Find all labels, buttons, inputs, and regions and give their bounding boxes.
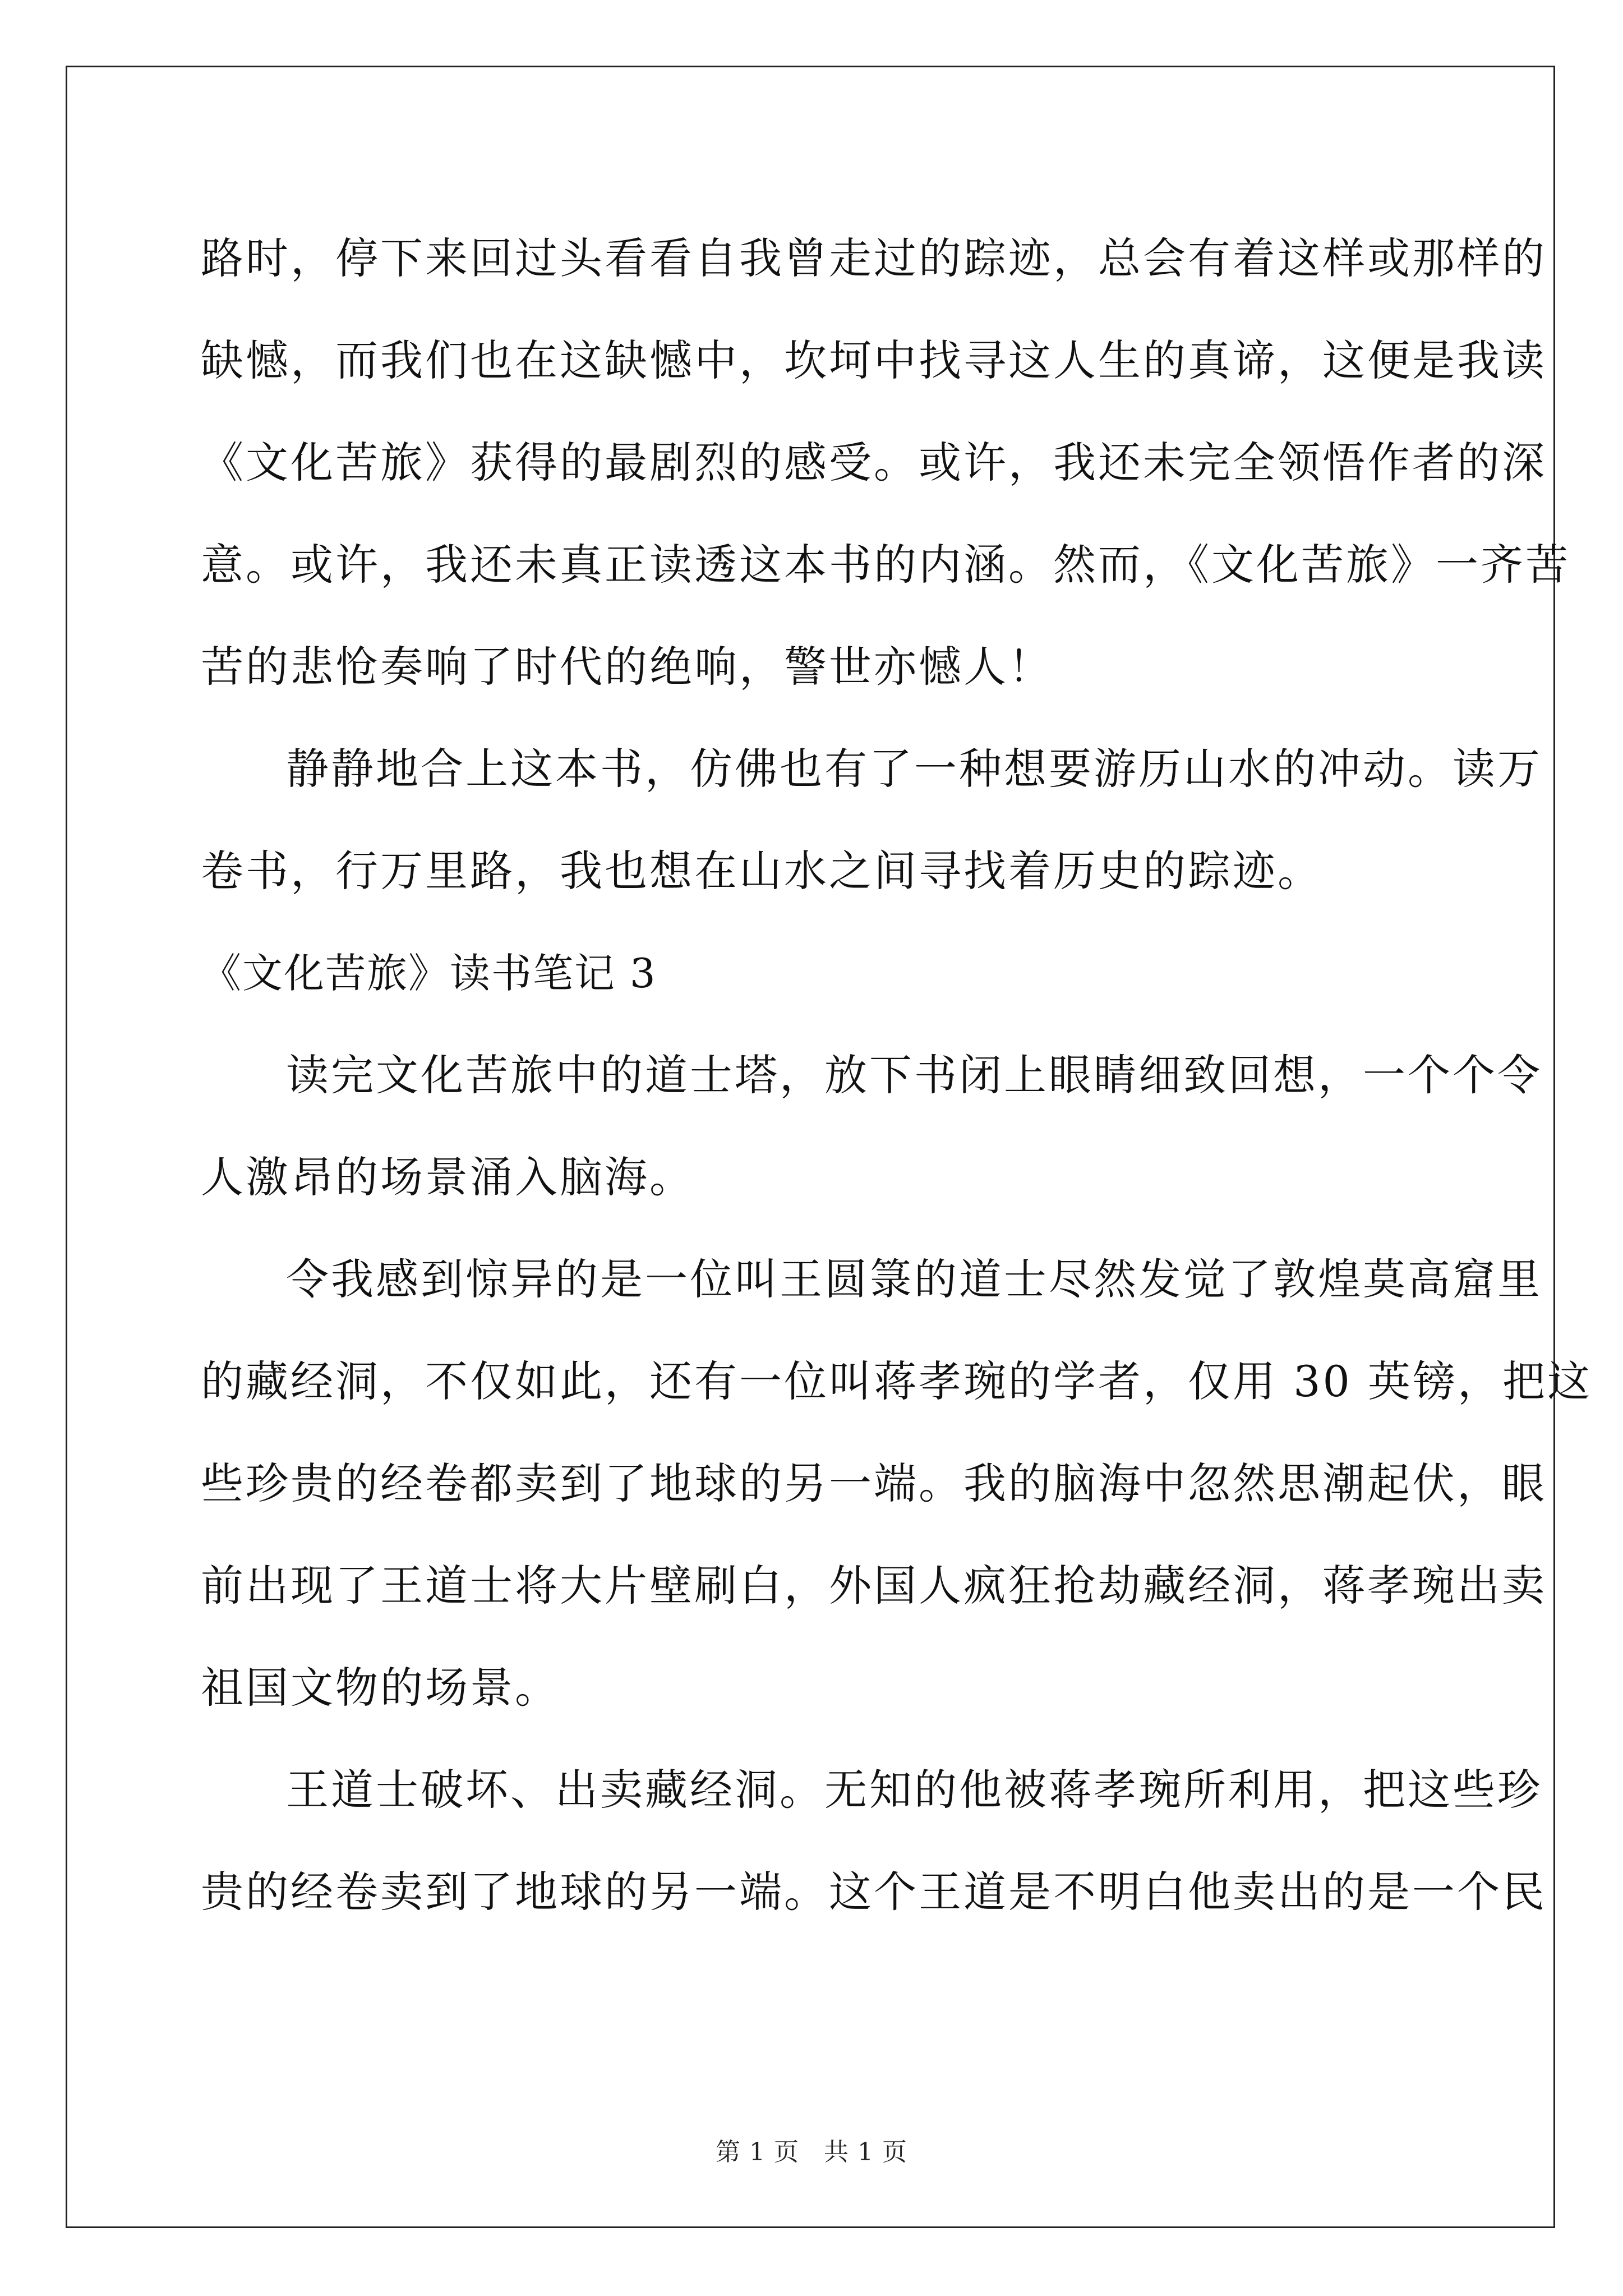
text-line: 意。或许，我还未真正读透这本书的内涵。然而，《文化苦旅》一齐苦 (201, 540, 1570, 590)
text-line: 贵的经卷卖到了地球的另一端。这个王道是不明白他卖出的是一个民 (201, 1867, 1547, 1917)
paragraph-3 (201, 1024, 1542, 1228)
page-number: 第 1 页 (716, 2138, 799, 2166)
paragraph-1 (201, 208, 1570, 718)
text-line: 路时，停下来回过头看看自我曾走过的踪迹，总会有着这样或那样的 (201, 233, 1547, 283)
text-line: 《文化苦旅》获得的最剧烈的感受。或许，我还未完全领悟作者的深 (201, 438, 1547, 487)
text-line: 静静地合上这本书，仿佛也有了一种想要游历山水的冲动。读万 (286, 744, 1542, 794)
text-line: 前出现了王道士将大片壁刷白，外国人疯狂抢劫藏经洞，蒋孝琬出卖 (201, 1561, 1547, 1611)
text-line: 卷书，行万里路，我也想在山水之间寻找着历史的踪迹。 (201, 846, 1322, 896)
paragraph-2 (201, 718, 1542, 922)
text-line: 王道士破坏、出卖藏经洞。无知的他被蒋孝琬所利用，把这些珍 (286, 1765, 1542, 1815)
paragraph-4 (201, 1228, 1593, 1739)
text-line: 令我感到惊异的是一位叫王圆箓的道士尽然发觉了敦煌莫高窟里 (286, 1254, 1542, 1304)
text-line: 人激昂的场景涌入脑海。 (201, 1152, 694, 1202)
section-heading: 《文化苦旅》读书笔记 3 (201, 950, 657, 997)
text-line: 祖国文物的场景。 (201, 1663, 560, 1713)
text-line: 些珍贵的经卷都卖到了地球的另一端。我的脑海中忽然思潮起伏，眼 (201, 1458, 1547, 1508)
text-line: 苦的悲怆奏响了时代的绝响，警世亦憾人！ (201, 642, 1053, 692)
paragraph-5 (201, 1739, 1547, 1943)
text-line: 的藏经洞，不仅如此，还有一位叫蒋孝琬的学者，仅用 30 英镑，把这 (201, 1356, 1593, 1406)
text-line: 读完文化苦旅中的道士塔，放下书闭上眼睛细致回想，一个个令 (286, 1050, 1542, 1100)
text-line: 缺憾，而我们也在这缺憾中，坎坷中找寻这人生的真谛，这便是我读 (201, 335, 1547, 385)
page-total: 共 1 页 (824, 2138, 907, 2166)
document-body (201, 208, 1593, 1943)
page-footer (0, 2132, 1623, 2168)
